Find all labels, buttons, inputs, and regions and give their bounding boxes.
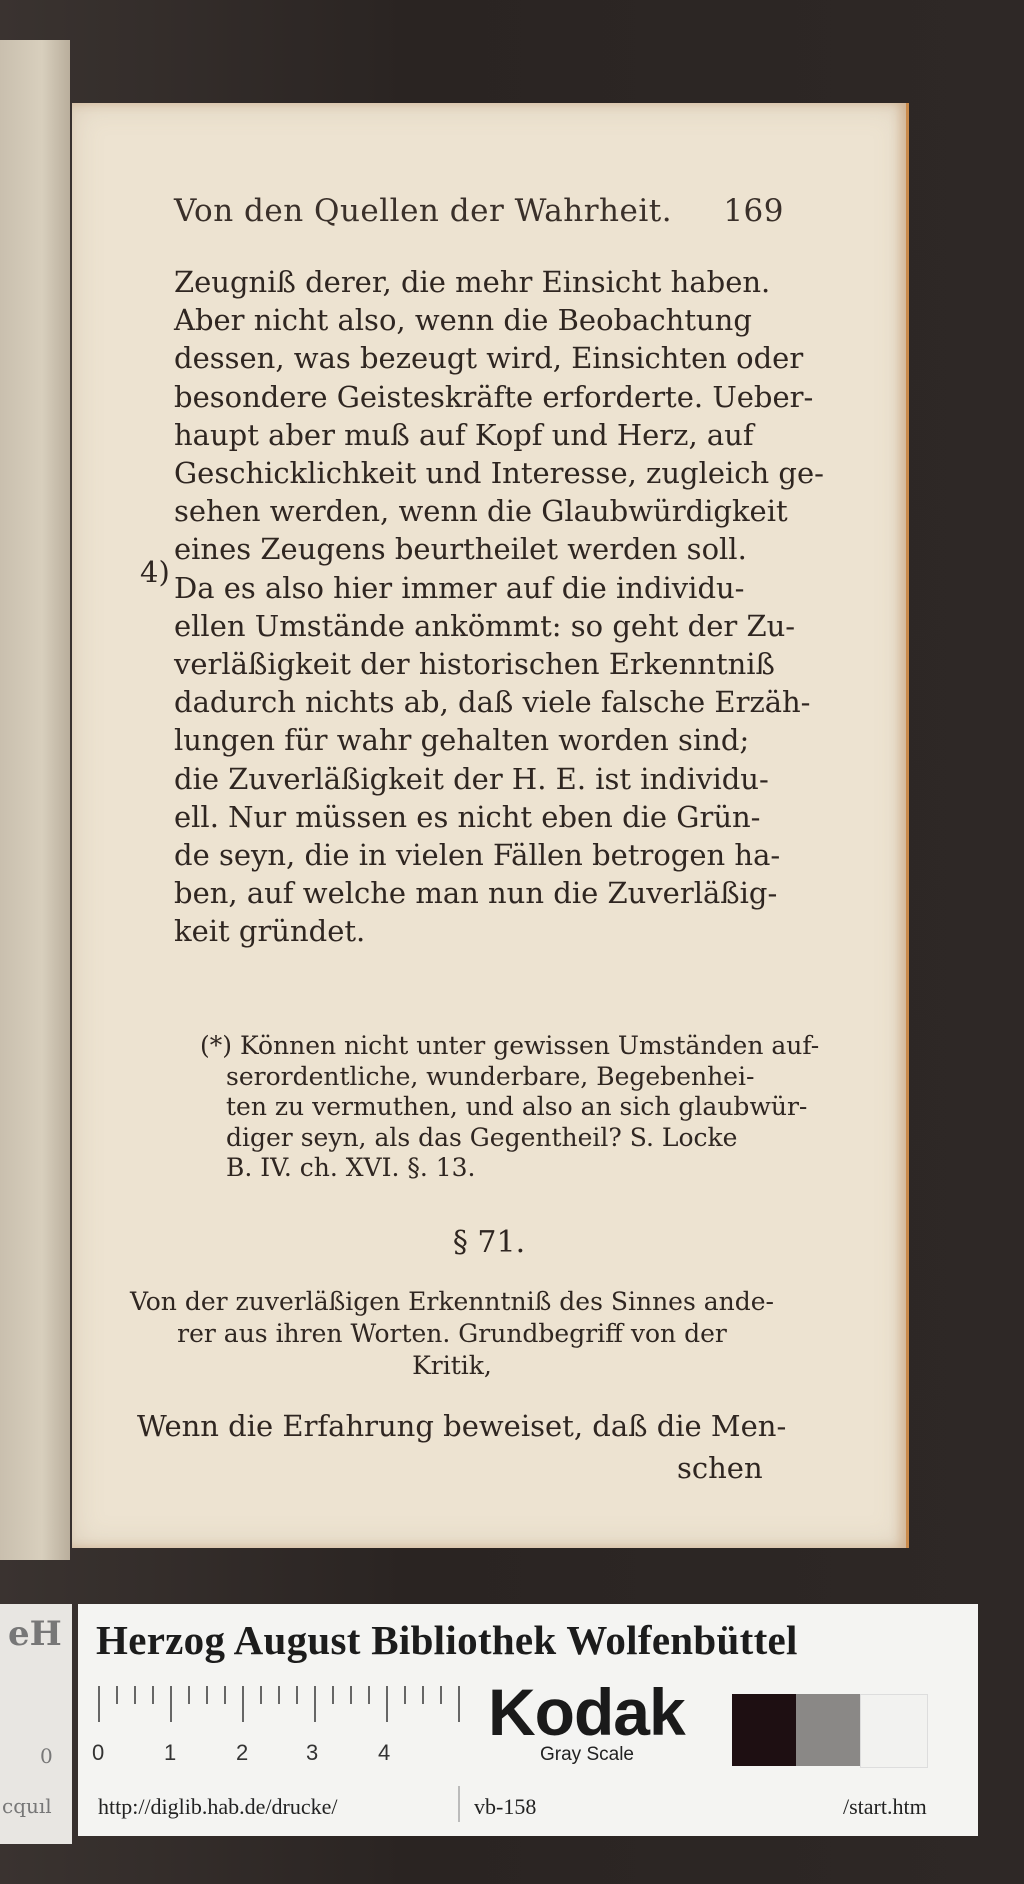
item-number: 4) <box>140 555 170 589</box>
text-line: die Zuverläßigkeit der H. E. ist individu- <box>174 761 769 796</box>
footnote-line: B. IV. ch. XVI. §. 13. <box>226 1153 476 1182</box>
continuation-line: Wenn die Erfahrung beweiset, daß die Men- <box>137 1409 787 1443</box>
target-card <box>78 1604 978 1836</box>
kodak-logo: Kodak <box>488 1675 685 1749</box>
ruler-number: 4 <box>378 1740 391 1765</box>
footnote <box>200 1031 820 1184</box>
fragment-text: eH <box>8 1614 62 1654</box>
library-name: Herzog August Bibliothek Wolfenbüttel <box>96 1617 798 1663</box>
text-line: de seyn, die in vielen Fällen betrogen ha- <box>174 838 781 873</box>
swatch-black <box>732 1694 798 1766</box>
section-number: § 71. <box>452 1225 526 1260</box>
fragment-text: cquıl <box>2 1794 52 1818</box>
text-line: dadurch nichts ab, daß viele falsche Erzäh- <box>174 685 811 720</box>
text-line: haupt aber muß auf Kopf und Herz, auf <box>174 417 754 452</box>
color-target-strip <box>0 1604 1024 1844</box>
text-line: ben, auf welche man nun die Zuverläßig- <box>174 876 778 911</box>
gray-scale-label: Gray Scale <box>540 1744 634 1765</box>
footnote-line: (*) Können nicht unter gewissen Umständen auf- <box>200 1031 820 1060</box>
text-line: verläßigkeit der historischen Erkenntniß <box>174 647 775 682</box>
ruler-number: 2 <box>236 1740 249 1765</box>
text-line: Zeugniß derer, die mehr Einsicht haben. <box>174 265 771 299</box>
section-title <box>102 1286 802 1382</box>
section-title-line: Von der zuverläßigen Erkenntniß des Sinnes ande- <box>130 1287 774 1316</box>
page-number: 169 <box>723 193 784 229</box>
section-title-line: Kritik, <box>412 1351 492 1380</box>
fragment-text: 0 <box>40 1744 53 1768</box>
book-page <box>72 103 909 1548</box>
text-line: keit gründet. <box>174 914 366 949</box>
text-line: Da es also hier immer auf die individu- <box>174 570 745 605</box>
text-line: besondere Geisteskräfte erforderte. Ueber- <box>174 379 814 414</box>
text-line: eines Zeugens beurtheilet werden soll. <box>174 532 747 567</box>
shelfmark: vb-158 <box>474 1794 537 1819</box>
section-title-line: rer aus ihren Worten. Grundbegriff von der <box>177 1319 727 1348</box>
swatch-white <box>860 1694 928 1768</box>
ruler-number: 1 <box>164 1740 177 1765</box>
text-line: Aber nicht also, wenn die Beobachtung <box>174 303 752 338</box>
text-line: lungen für wahr gehalten worden sind; <box>174 723 750 758</box>
text-line: sehen werden, wenn die Glaubwürdigkeit <box>174 494 788 529</box>
target-left-fragment <box>0 1604 72 1844</box>
url-suffix: /start.htm <box>843 1794 927 1819</box>
ruler-number: 0 <box>92 1740 105 1765</box>
footnote-line: serordentliche, wunderbare, Begebenhei- <box>226 1061 755 1091</box>
ruler-number: 3 <box>306 1740 319 1765</box>
ruler <box>98 1686 468 1726</box>
text-line: ell. Nur müssen es nicht eben die Grün- <box>174 799 761 834</box>
left-page-edge <box>0 40 70 1560</box>
url-prefix: http://diglib.hab.de/drucke/ <box>98 1794 338 1819</box>
text-line: Geschicklichkeit und Interesse, zugleich ge- <box>174 456 824 491</box>
body-paragraph <box>174 263 824 951</box>
catchword: schen <box>677 1451 763 1485</box>
footnote-line: ten zu vermuthen, und also an sich glaubwür- <box>226 1092 808 1121</box>
swatch-gray <box>796 1694 862 1766</box>
text-line: ellen Umstände ankömmt: so geht der Zu- <box>174 608 796 643</box>
text-line: dessen, was bezeugt wird, Einsichten oder <box>174 341 804 376</box>
footnote-line: diger seyn, als das Gegentheil? S. Locke <box>226 1122 738 1152</box>
running-head <box>174 193 784 239</box>
running-head-title: Von den Quellen der Wahrheit. <box>174 193 673 229</box>
